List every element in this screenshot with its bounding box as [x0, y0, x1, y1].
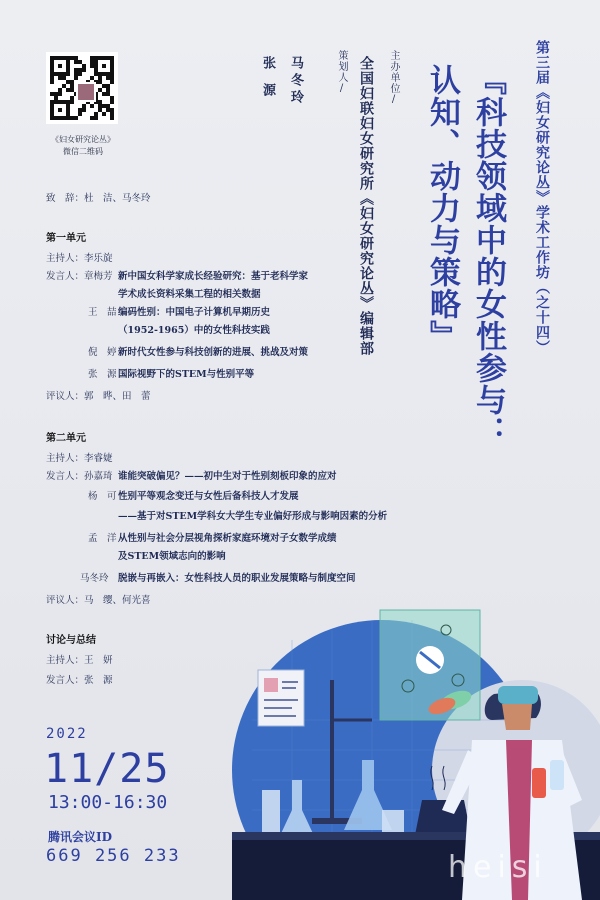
closing-speaker: [46, 674, 113, 687]
unit2-talk-2-cont: [118, 510, 387, 523]
qr-logo: [76, 82, 96, 102]
vr-goggles: [498, 686, 538, 704]
speech-label: 致 辞：: [46, 193, 85, 204]
commenter-names: 郭 晔、田 蕾: [84, 391, 151, 402]
unit1-talk-3: [88, 346, 308, 359]
talk-speaker: 发言人：孙嘉琦: [46, 471, 113, 482]
commenter-label: 评议人：: [46, 391, 85, 402]
title-line-2: 认知、动力与策略』: [424, 64, 460, 352]
event-year: 2022: [46, 726, 88, 742]
unit1-talk-2: [88, 306, 270, 319]
talk-title: 编码性别：中国电子计算机早期历史: [118, 307, 271, 318]
closing-host: [46, 654, 113, 667]
qr-caption-line2: 微信二维码: [63, 147, 103, 156]
talk-title: 新中国女科学家成长经验研究：基于老科学家: [118, 271, 309, 282]
unit1-talk-1-cont: [118, 288, 261, 301]
unit1-talk-2-cont: [118, 324, 270, 337]
talk-speaker: 马冬玲: [80, 573, 109, 584]
qr-caption: [40, 134, 126, 158]
talk-title: 脱嵌与再嵌入：女性科技人员的职业发展策略与制度空间: [118, 573, 356, 584]
planner-label: 策划人/: [336, 50, 347, 95]
unit2-talk-3-cont: [118, 550, 226, 563]
talk-speaker: 王 喆: [88, 307, 117, 318]
qr-caption-line1: 《妇女研究论丛》: [51, 135, 115, 144]
watermark: heisi: [448, 850, 548, 885]
host-name: 全国妇联妇女研究所《妇女研究论丛》编辑部: [358, 56, 374, 356]
talk-title: 谁能突破偏见？——初中生对于性别刻板印象的应对: [118, 471, 337, 482]
unit1-host-name: 李乐旋: [84, 253, 113, 264]
closing-host-label: 主持人：: [46, 655, 85, 666]
event-time: 13:00-16:30: [48, 792, 168, 813]
unit1-talk-1: [46, 270, 308, 283]
talk-title: ——基于对STEM学科女大学生专业偏好形成与影响因素的分析: [118, 511, 388, 522]
unit2-talk-4: [80, 572, 356, 585]
speech-names: 杜 洁、马冬玲: [84, 193, 151, 204]
title-line-1: 『科技领域中的女性参与：: [470, 64, 506, 448]
unit2-talk-3: [88, 532, 337, 545]
unit1-host: [46, 252, 113, 265]
talk-title: 及STEM领域志向的影响: [118, 551, 226, 562]
unit2-host: [46, 452, 113, 465]
commenter-names: 马 缨、何光喜: [84, 595, 151, 606]
unit2-heading: 第二单元: [46, 433, 86, 444]
test-tube-rack: [532, 768, 546, 798]
talk-title: 从性别与社会分层视角探析家庭环境对子女数学成绩: [118, 533, 337, 544]
talk-speaker: 倪 婷: [88, 347, 117, 358]
talk-speaker: 发言人：章梅芳: [46, 271, 113, 282]
closing-speaker-name: 张 源: [84, 675, 113, 686]
scientist-face: [502, 704, 532, 730]
talk-speaker: 张 源: [88, 369, 117, 380]
workshop-subtitle: 第三届《妇女研究论丛》学术工作坊（之十四）: [534, 40, 550, 355]
opening-speech: [46, 192, 151, 205]
talk-title: 国际视野下的STEM与性别平等: [118, 369, 255, 380]
meeting-id[interactable]: 669 256 233: [46, 846, 181, 866]
unit2-talk-2: [88, 490, 299, 503]
closing-speaker-label: 发言人：: [46, 675, 85, 686]
unit2-host-label: 主持人：: [46, 453, 85, 464]
unit1-talk-4: [88, 368, 254, 381]
commenter-label: 评议人：: [46, 595, 85, 606]
lab-stand: [330, 680, 334, 820]
talk-title: （1952-1965）中的女性科技实践: [118, 325, 270, 336]
unit1-commenter: [46, 390, 151, 403]
talk-speaker: 杨 可: [88, 491, 117, 502]
unit1-host-label: 主持人：: [46, 253, 85, 264]
closing-host-name: 王 妍: [84, 655, 113, 666]
unit2-commenter: [46, 594, 151, 607]
platform-label: 腾讯会议ID: [48, 830, 113, 844]
closing-heading: 讨论与总结: [46, 635, 96, 646]
event-date: 11/25: [44, 746, 170, 792]
talk-title: 学术成长资料采集工程的相关数据: [118, 289, 261, 300]
planner-name-2: 张源: [260, 56, 275, 110]
talk-title: 新时代女性参与科技创新的进展、挑战及对策: [118, 347, 309, 358]
unit2-host-name: 李睿婕: [84, 453, 113, 464]
unit2-talk-1: [46, 470, 337, 483]
qr-code[interactable]: [46, 52, 118, 124]
unit1-heading: 第一单元: [46, 233, 86, 244]
talk-speaker: 孟 洋: [88, 533, 117, 544]
planner-name-1: 马冬玲: [288, 56, 303, 107]
talk-title: 性别平等观念变迁与女性后备科技人才发展: [118, 491, 299, 502]
host-label: 主办单位/: [388, 50, 399, 106]
